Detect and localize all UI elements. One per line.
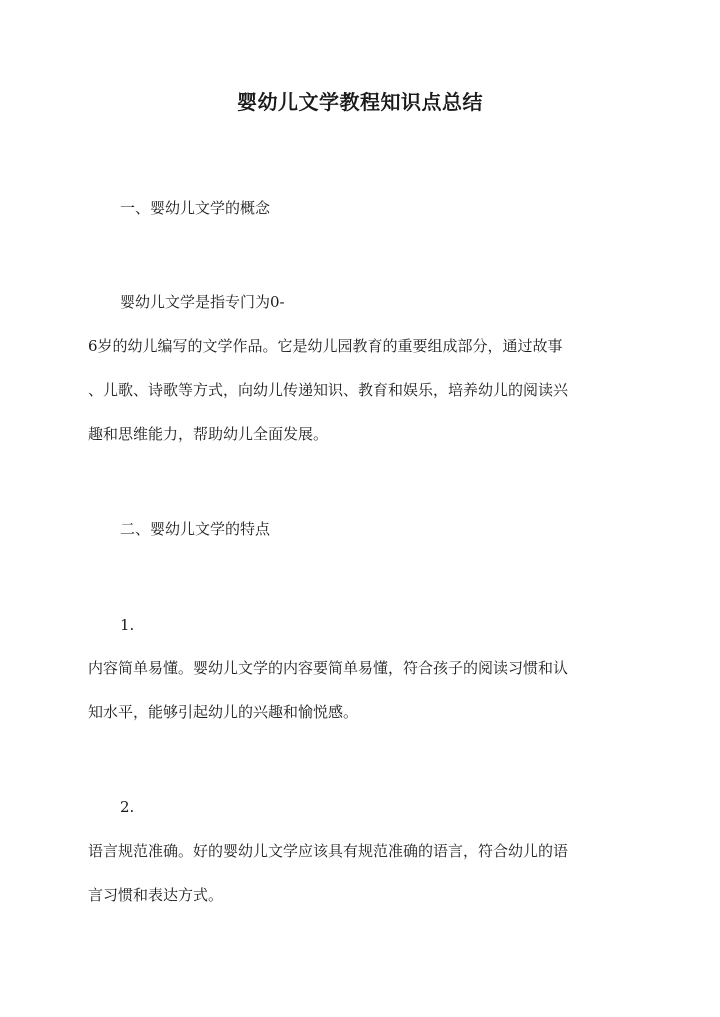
list-item-text: 知水平，能够引起幼儿的兴趣和愉悦感。 — [88, 703, 359, 721]
list-item-number: 2. — [120, 798, 135, 816]
paragraph-line: 趣和思维能力，帮助幼儿全面发展。 — [88, 425, 329, 443]
list-item-text: 内容简单易懂。婴幼儿文学的内容要简单易懂，符合孩子的阅读习惯和认 — [88, 659, 569, 677]
paragraph-line: 6岁的幼儿编写的文学作品。它是幼儿园教育的重要组成部分，通过故事 — [88, 337, 563, 355]
list-item-text: 言习惯和表达方式。 — [88, 886, 224, 904]
section-heading-features: 二、婴幼儿文学的特点 — [120, 520, 271, 538]
paragraph-line: 婴幼儿文学是指专门为0- — [120, 293, 285, 311]
list-item-number: 1. — [120, 616, 135, 634]
list-item-text: 语言规范准确。好的婴幼儿文学应该具有规范准确的语言，符合幼儿的语 — [88, 842, 569, 860]
paragraph-line: 、儿歌、诗歌等方式，向幼儿传递知识、教育和娱乐，培养幼儿的阅读兴 — [88, 381, 569, 399]
document-title: 婴幼儿文学教程知识点总结 — [237, 90, 483, 114]
section-heading-concept: 一、婴幼儿文学的概念 — [120, 199, 271, 217]
